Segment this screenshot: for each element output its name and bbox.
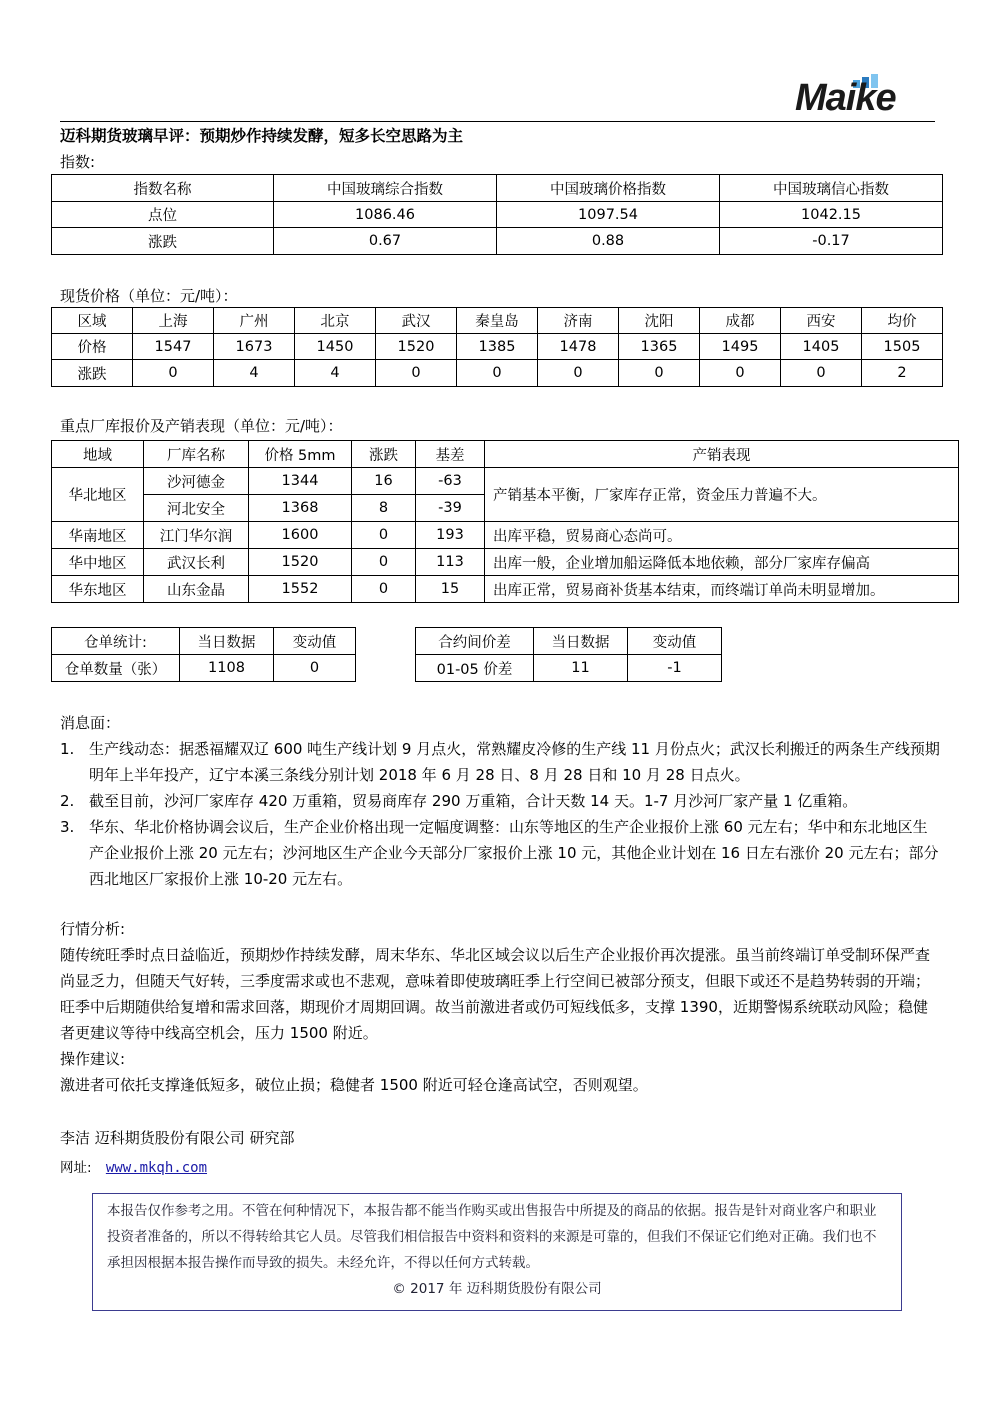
spot-cell: 涨跌 <box>52 360 133 387</box>
warehouse-row <box>52 655 356 682</box>
spot-cell: 0 <box>700 360 781 387</box>
spread-cell: 11 <box>534 655 628 682</box>
author-line: 李洁 迈科期货股份有限公司 研究部 <box>60 1129 295 1147</box>
warehouse-header-row <box>52 628 356 655</box>
spot-cell: 1505 <box>862 334 943 360</box>
news-number: 1. <box>60 740 75 758</box>
index-header: 指数名称 <box>52 175 274 202</box>
index-header: 中国玻璃综合指数 <box>274 175 497 202</box>
spread-cell: 01-05 价差 <box>416 655 534 682</box>
spot-region-row <box>52 308 943 334</box>
factory-region: 华东地区 <box>52 576 144 603</box>
factory-header-row <box>52 441 959 468</box>
spot-price-row <box>52 334 943 360</box>
factory-basis: 193 <box>416 522 485 549</box>
disclaimer-box <box>92 1193 902 1311</box>
news-text: 华东、华北价格协调会议后，生产企业价格出现一定幅度调整：山东等地区的生产企业报价上涨 60 元左右；华中和东北地区生产企业报价上涨 20 元左右；沙河地区生产企业今天部分厂家报价上涨 10 元，其他企业计划在 16 日左右涨价 20 元左右；部分西北地区厂家报价上涨 10-20 元左右。 <box>89 818 939 888</box>
factory-basis: -63 <box>416 468 485 495</box>
spot-cell: 2 <box>862 360 943 387</box>
spot-cell: 1673 <box>214 334 295 360</box>
spot-cell: 1385 <box>457 334 538 360</box>
factory-row <box>52 468 959 495</box>
spot-cell: 沈阳 <box>619 308 700 334</box>
factory-region: 华北地区 <box>52 468 144 522</box>
factory-row <box>52 549 959 576</box>
analysis-label: 行情分析: <box>60 920 126 938</box>
factory-header: 厂库名称 <box>144 441 249 468</box>
warehouse-header: 仓单统计: <box>52 628 180 655</box>
spot-cell: 1495 <box>700 334 781 360</box>
analysis-text: 随传统旺季时点日益临近，预期炒作持续发酵，周末华东、华北区域会议以后生产企业报价再次提涨。虽当前终端订单受制环保严查尚显乏力，但随天气好转，三季度需求或也不悲观，意味着即使玻璃旺季上行空间已被部分预支，但眼下或还不是趋势转弱的开端；旺季中后期随供给复增和需求回落，期现价才周期回调。故当前激进者或仍可短线低多，支撑 1390，近期警惕系统联动风险；稳健者更建议等待中线高空机会，压力 1500 附近。 <box>60 946 931 1042</box>
factory-region: 华南地区 <box>52 522 144 549</box>
index-cell: 1042.15 <box>720 202 943 228</box>
news-number: 2. <box>60 792 75 810</box>
news-label: 消息面： <box>60 714 121 732</box>
spot-cell: 4 <box>214 360 295 387</box>
spot-cell: 0 <box>133 360 214 387</box>
news-item <box>60 736 940 788</box>
index-table <box>51 174 943 255</box>
factory-name: 江门华尔润 <box>144 522 249 549</box>
spot-cell: 济南 <box>538 308 619 334</box>
index-label: 指数: <box>60 153 96 171</box>
factory-header: 地域 <box>52 441 144 468</box>
website-row <box>60 1156 207 1176</box>
spot-table <box>51 307 943 387</box>
header-rule <box>60 121 935 122</box>
spot-cell: 西安 <box>781 308 862 334</box>
spot-cell: 1405 <box>781 334 862 360</box>
index-header: 中国玻璃信心指数 <box>720 175 943 202</box>
factory-region: 华中地区 <box>52 549 144 576</box>
report-title: 迈科期货玻璃早评：预期炒作持续发酵，短多长空思路为主 <box>60 127 464 145</box>
factory-name: 沙河德金 <box>144 468 249 495</box>
spot-cell: 武汉 <box>376 308 457 334</box>
factory-note: 出库一般，企业增加船运降低本地依赖，部分厂家库存偏高 <box>485 549 959 576</box>
spread-header: 变动值 <box>628 628 722 655</box>
spot-cell: 1365 <box>619 334 700 360</box>
warehouse-header: 当日数据 <box>180 628 274 655</box>
factory-price: 1368 <box>249 495 352 522</box>
spot-cell: 广州 <box>214 308 295 334</box>
factory-change: 0 <box>352 549 416 576</box>
spot-cell: 均价 <box>862 308 943 334</box>
index-cell: 0.67 <box>274 228 497 255</box>
spot-cell: 区域 <box>52 308 133 334</box>
warehouse-cell: 0 <box>274 655 356 682</box>
warehouse-cell: 仓单数量（张） <box>52 655 180 682</box>
spot-cell: 0 <box>376 360 457 387</box>
spread-cell: -1 <box>628 655 722 682</box>
spread-table <box>415 627 722 682</box>
logo-text: Maike <box>795 77 896 119</box>
spread-header-row <box>416 628 722 655</box>
spread-row <box>416 655 722 682</box>
news-list <box>60 736 940 892</box>
index-cell: 点位 <box>52 202 274 228</box>
spot-cell: 1478 <box>538 334 619 360</box>
spot-cell: 0 <box>457 360 538 387</box>
factory-row <box>52 522 959 549</box>
factory-basis: 15 <box>416 576 485 603</box>
factory-price: 1552 <box>249 576 352 603</box>
spot-cell: 秦皇岛 <box>457 308 538 334</box>
index-cell: 1086.46 <box>274 202 497 228</box>
factory-change: 16 <box>352 468 416 495</box>
factory-header: 产销表现 <box>485 441 959 468</box>
factory-change: 8 <box>352 495 416 522</box>
index-header-row <box>52 175 943 202</box>
news-text: 截至目前，沙河厂家库存 420 万重箱，贸易商库存 290 万重箱，合计天数 14 天。1-7 月沙河厂家产量 1 亿重箱。 <box>89 792 858 810</box>
index-cell: 0.88 <box>497 228 720 255</box>
factory-price: 1600 <box>249 522 352 549</box>
factory-name: 河北安全 <box>144 495 249 522</box>
index-header: 中国玻璃价格指数 <box>497 175 720 202</box>
index-row <box>52 228 943 255</box>
spot-cell: 1450 <box>295 334 376 360</box>
spot-change-row <box>52 360 943 387</box>
spot-cell: 4 <box>295 360 376 387</box>
factory-table <box>51 440 959 603</box>
factory-name: 山东金晶 <box>144 576 249 603</box>
warehouse-table <box>51 627 356 682</box>
spot-label: 现货价格（单位：元/吨）： <box>60 287 238 305</box>
spot-cell: 0 <box>619 360 700 387</box>
factory-label: 重点厂库报价及产销表现（单位：元/吨）： <box>60 417 343 435</box>
factory-row <box>52 576 959 603</box>
factory-header: 涨跌 <box>352 441 416 468</box>
advice-label: 操作建议: <box>60 1050 126 1068</box>
spot-cell: 价格 <box>52 334 133 360</box>
spot-cell: 成都 <box>700 308 781 334</box>
website-link[interactable]: www.mkqh.com <box>105 1160 208 1176</box>
news-item <box>60 814 940 892</box>
index-cell: 1097.54 <box>497 202 720 228</box>
factory-note: 产销基本平衡，厂家库存正常，资金压力普遍不大。 <box>485 468 959 522</box>
spot-cell: 上海 <box>133 308 214 334</box>
news-text: 生产线动态：据悉福耀双辽 600 吨生产线计划 9 月点火，常熟耀皮冷修的生产线 11 月份点火；武汉长利搬迁的两条生产线预期明年上半年投产，辽宁本溪三条线分别计划 2018 年 6 月 28 日、8 月 28 日和 10 月 28 日点火。 <box>89 740 940 784</box>
spread-header: 当日数据 <box>534 628 628 655</box>
factory-price: 1344 <box>249 468 352 495</box>
warehouse-cell: 1108 <box>180 655 274 682</box>
factory-header: 基差 <box>416 441 485 468</box>
factory-change: 0 <box>352 576 416 603</box>
factory-name: 武汉长利 <box>144 549 249 576</box>
index-row <box>52 202 943 228</box>
factory-header: 价格 5mm <box>249 441 352 468</box>
advice-text: 激进者可依托支撑逢低短多，破位止损；稳健者 1500 附近可轻仓逢高试空，否则观望。 <box>60 1076 648 1094</box>
company-logo <box>795 74 930 118</box>
spot-cell: 1547 <box>133 334 214 360</box>
factory-change: 0 <box>352 522 416 549</box>
factory-note: 出库平稳，贸易商心态尚可。 <box>485 522 959 549</box>
index-cell: 涨跌 <box>52 228 274 255</box>
copyright-text: © 2017 年 迈科期货股份有限公司 <box>392 1281 602 1297</box>
spot-cell: 0 <box>538 360 619 387</box>
factory-note: 出库正常，贸易商补货基本结束，而终端订单尚未明显增加。 <box>485 576 959 603</box>
factory-basis: -39 <box>416 495 485 522</box>
website-label: 网址: <box>60 1160 92 1176</box>
factory-price: 1520 <box>249 549 352 576</box>
warehouse-header: 变动值 <box>274 628 356 655</box>
spot-cell: 北京 <box>295 308 376 334</box>
factory-basis: 113 <box>416 549 485 576</box>
disclaimer-text: 本报告仅作参考之用。不管在何种情况下，本报告都不能当作购买或出售报告中所提及的商品的依据。报告是针对商业客户和职业投资者准备的，所以不得转给其它人员。尽管我们相信报告中资料和资料的来源是可靠的，但我们不保证它们绝对正确。我们也不承担因根据本报告操作而导致的损失。未经允许，不得以任何方式转载。 <box>107 1203 877 1271</box>
spot-cell: 0 <box>781 360 862 387</box>
index-cell: -0.17 <box>720 228 943 255</box>
news-item <box>60 788 940 814</box>
news-number: 3. <box>60 818 75 836</box>
spot-cell: 1520 <box>376 334 457 360</box>
spread-header: 合约间价差 <box>416 628 534 655</box>
